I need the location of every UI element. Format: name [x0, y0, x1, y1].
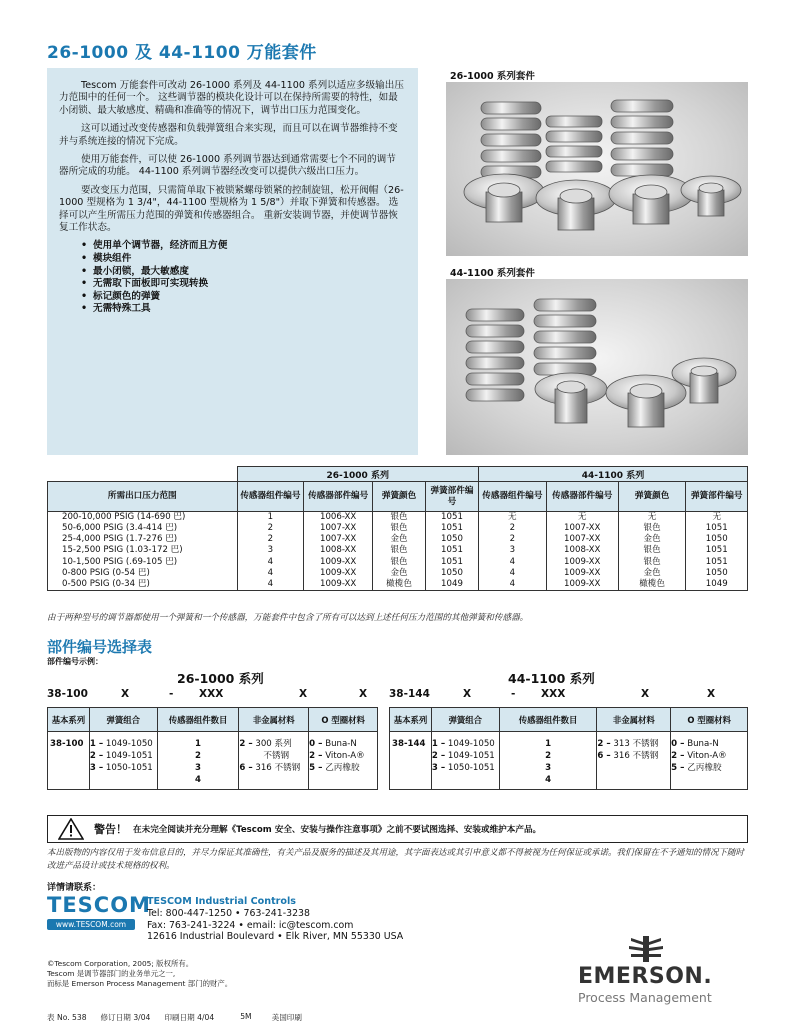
contact-tel: Tel: 800-447-1250 • 763-241-3238 — [147, 907, 310, 919]
series-26-selection-table — [47, 707, 378, 790]
series-26-title: 26-1000 系列 — [177, 671, 264, 686]
table-cell: 金色 — [373, 534, 426, 545]
emerson-name: EMERSON. — [578, 964, 713, 989]
table-row — [48, 557, 748, 568]
table-cell: 2 — [237, 534, 304, 545]
intro-paragraph-4: 要改变压力范围，只需简单取下被锁紧螺母锁紧的控制旋钮，松开阀帽（26-1000 型规格为 1 3/4"，44-1100 型规格为 1 5/8"）并取下弹簧和传感器。 选择可以产生所需压力范围的弹簧和传感器组合。 重新安装调节器，并使调节器恢复工作状态。 — [59, 184, 404, 234]
sel-header: 弹簧组合 — [431, 708, 499, 732]
table-cell: 1009-XX — [304, 557, 373, 568]
springs-sensors-image — [446, 279, 748, 455]
code-part: X — [299, 688, 308, 700]
code-part: X — [463, 688, 472, 700]
emerson-emblem-icon — [626, 934, 666, 964]
table-cell: 3 — [237, 545, 304, 556]
col-header-spring-part: 弹簧部件编号 — [426, 482, 479, 512]
table-cell: 1049 — [426, 579, 479, 591]
table-cell: 1007-XX — [546, 534, 618, 545]
code-part: XXX — [199, 688, 224, 700]
col-header-sensor-kit: 传感器组件编号 — [478, 482, 546, 512]
sel-header: 非金属材料 — [597, 708, 671, 732]
table-cell: 银色 — [618, 545, 686, 556]
code-part: XXX — [541, 688, 566, 700]
table-cell: 银色 — [373, 512, 426, 524]
sensor-options: 1 2 3 4 — [499, 732, 597, 790]
table-cell: 4 — [237, 568, 304, 579]
code-part: - — [169, 688, 174, 700]
nonmetal-options: 2 – 300 系列 不锈钢 6 – 316 不锈钢 — [239, 732, 309, 790]
table-cell: 4 — [478, 557, 546, 568]
col-header-spring-part: 弹簧部件编号 — [686, 482, 748, 512]
pressure-range-cell: 25-4,000 PSIG (1.7-276 巴) — [48, 534, 238, 545]
series-44-code — [389, 688, 727, 700]
spring-options: 1 – 1049-1050 2 – 1049-1051 3 – 1050-1051 — [431, 732, 499, 790]
printed-date: 印刷日期 4/04 — [164, 1013, 215, 1022]
col-header-sensor-part: 传感器部件编号 — [304, 482, 373, 512]
tescom-url-link[interactable]: www.TESCOM.com — [47, 919, 135, 930]
feature-item: • 最小闭锁，最大敏感度 — [81, 266, 404, 279]
table-cell: 银色 — [373, 545, 426, 556]
col-header-range: 所需出口压力范围 — [48, 482, 238, 512]
table-row — [48, 568, 748, 579]
company-name: TESCOM Industrial Controls — [147, 896, 296, 907]
base-series-value: 38-100 — [48, 732, 90, 790]
col-header-spring-color: 弹簧颜色 — [618, 482, 686, 512]
table-cell: 4 — [237, 579, 304, 591]
tescom-logo-word: TESCOM — [47, 893, 151, 917]
table-cell: 1009-XX — [546, 579, 618, 591]
table-cell: 1007-XX — [304, 534, 373, 545]
warning-word: 警告！ — [94, 823, 127, 836]
intro-paragraph-3: 使用万能套件，可以使 26-1000 系列调节器达到通常需要七个不同的调节器所完成的功能。 44-1100 系列调节器经改变可以提供六级出口压力。 — [59, 154, 396, 178]
base-series-value: 38-144 — [390, 732, 432, 790]
table-cell: 1007-XX — [304, 523, 373, 534]
table-cell: 无 — [546, 512, 618, 524]
intro-paragraph-1: Tescom 万能套件可改动 26-1000 系列及 44-1100 系列以适应多级输出压力范围中的任何一个。 这些调节器的模块化设计可以在保持所需要的特性，如最小闭锁、最大敏感度、精确和准确等的情况下，调节出口压力范围变化。 — [59, 80, 404, 116]
warning-triangle-icon — [58, 818, 84, 840]
oring-options: 0 – Buna-N 2 – Viton-A® 5 – 乙丙橡胶 — [309, 732, 378, 790]
table-cell: 1050 — [426, 568, 479, 579]
table-cell: 1 — [237, 512, 304, 524]
table-cell: 2 — [478, 534, 546, 545]
table-cell: 1050 — [686, 534, 748, 545]
table-cell: 2 — [478, 523, 546, 534]
revised-date: 修订日期 3/04 — [100, 1013, 151, 1022]
series-44-selection-table — [389, 707, 748, 790]
table-cell: 4 — [478, 579, 546, 591]
feature-list — [81, 240, 404, 316]
group-header-26: 26-1000 系列 — [237, 467, 478, 482]
table-cell: 2 — [237, 523, 304, 534]
series-44-title: 44-1100 系列 — [508, 671, 595, 686]
tescom-logo — [47, 893, 151, 930]
spring-options: 1 – 1049-1050 2 – 1049-1051 3 – 1050-1051 — [89, 732, 157, 790]
pressure-range-cell: 0-800 PSIG (0-54 巴) — [48, 568, 238, 579]
series-26-code — [47, 688, 379, 700]
table-row — [48, 534, 748, 545]
table-cell: 1007-XX — [546, 523, 618, 534]
kit-44-label: 44-1100 系列套件 — [450, 268, 535, 279]
table-cell: 1051 — [426, 557, 479, 568]
copyright-line: 而标是 Emerson Process Management 部门的财产。 — [47, 979, 233, 988]
table-cell: 金色 — [618, 534, 686, 545]
kit-26-label: 26-1000 系列套件 — [450, 71, 535, 82]
table-cell: 4 — [237, 557, 304, 568]
copyright-block — [47, 959, 232, 989]
table-cell: 无 — [478, 512, 546, 524]
sel-header: 传感器组件数目 — [499, 708, 597, 732]
table-cell: 4 — [478, 568, 546, 579]
table-cell: 1009-XX — [546, 557, 618, 568]
contact-block — [147, 896, 403, 943]
table-cell: 1050 — [426, 534, 479, 545]
table-cell: 1009-XX — [304, 568, 373, 579]
feature-item: • 无需特殊工具 — [81, 303, 404, 316]
table-cell: 1009-XX — [546, 568, 618, 579]
pressure-range-cell: 50-6,000 PSIG (3.4-414 巴) — [48, 523, 238, 534]
table-row — [48, 512, 748, 524]
pressure-range-cell: 200-10,000 PSIG (14-690 巴) — [48, 512, 238, 524]
table-cell: 1051 — [426, 512, 479, 524]
table-cell: 3 — [478, 545, 546, 556]
warning-box — [47, 815, 748, 843]
kit-26-photo — [446, 82, 748, 256]
code-part: 38-100 — [47, 688, 88, 700]
sel-header: O 型圈材料 — [671, 708, 748, 732]
table-cell: 1051 — [686, 523, 748, 534]
table-cell: 无 — [686, 512, 748, 524]
page-title: 26-1000 及 44-1100 万能套件 — [47, 43, 317, 63]
sel-header: 非金属材料 — [239, 708, 309, 732]
table-cell: 1008-XX — [304, 545, 373, 556]
group-header-44: 44-1100 系列 — [478, 467, 747, 482]
emerson-division: Process Management — [578, 990, 712, 1005]
print-country: 美国印刷 — [271, 1013, 302, 1022]
feature-item: • 使用单个调节器，经济而且方便 — [81, 240, 404, 253]
feature-item: • 模块组件 — [81, 253, 404, 266]
table-corner — [48, 467, 238, 482]
col-header-sensor-kit: 传感器组件编号 — [237, 482, 304, 512]
table-cell: 金色 — [618, 568, 686, 579]
contact-fax-email[interactable]: Fax: 763-241-3224 • email: ic@tescom.com — [147, 919, 354, 931]
table-row — [48, 545, 748, 556]
pressure-range-cell: 10-1,500 PSIG (.69-105 巴) — [48, 557, 238, 568]
table-cell: 1051 — [426, 545, 479, 556]
table-row — [48, 579, 748, 591]
table-cell: 1009-XX — [304, 579, 373, 591]
col-header-sensor-part: 传感器部件编号 — [546, 482, 618, 512]
pressure-range-cell: 0-500 PSIG (0-34 巴) — [48, 579, 238, 591]
table-note: 由于两种型号的调节器都使用一个弹簧和一个传感器，万能套件中包含了所有可以达到上述任何压力范围的其他弹簧和传感器。 — [47, 613, 529, 623]
table-cell: 1051 — [686, 557, 748, 568]
sel-header: 基本系列 — [48, 708, 90, 732]
springs-sensors-image — [446, 82, 748, 256]
code-part: 38-144 — [389, 688, 430, 700]
table-cell: 金色 — [373, 568, 426, 579]
feature-item: • 无需取下面板即可实现转换 — [81, 278, 404, 291]
intro-paragraph-2: 这可以通过改变传感器和负载弹簧组合来实现，而且可以在调节器维持不变并与系统连接的情况下完成。 — [59, 123, 398, 147]
feature-item: • 标记颜色的弹簧 — [81, 291, 404, 304]
sel-header: O 型圈材料 — [309, 708, 378, 732]
table-cell: 银色 — [618, 557, 686, 568]
pressure-range-table — [47, 466, 748, 591]
pressure-range-cell: 15-2,500 PSIG (1.03-172 巴) — [48, 545, 238, 556]
print-quantity: 5M — [240, 1012, 252, 1021]
disclaimer: 本出版物的内容仅用于发布信息目的，并尽力保证其准确性，有关产品及服务的描述及其用途，其字面表达或其引申意义都不得被视为任何保证或承诺。我们保留在不予通知的情况下随时改进产品设计或技术规格的权利。 — [47, 848, 745, 871]
selection-subtitle: 部件编号示例： — [47, 657, 103, 666]
table-cell: 无 — [618, 512, 686, 524]
table-cell: 1050 — [686, 568, 748, 579]
table-cell: 1051 — [686, 545, 748, 556]
contact-address: 12616 Industrial Boulevard • Elk River, MN 55330 USA — [147, 931, 404, 943]
code-part: - — [511, 688, 516, 700]
table-row — [48, 523, 748, 534]
contact-label: 详情请联系： — [47, 883, 102, 893]
pressure-range-rows — [48, 512, 748, 591]
kit-44-photo — [446, 279, 748, 455]
sensor-options: 1 2 3 4 — [157, 732, 239, 790]
code-part: X — [359, 688, 368, 700]
table-cell: 橄榄色 — [373, 579, 426, 591]
warning-text: 在未完全阅读并充分理解《Tescom 安全、安装与操作注意事项》之前不要试图选择、安装或维护本产品。 — [133, 825, 542, 835]
form-info — [47, 1012, 302, 1023]
table-cell: 1049 — [686, 579, 748, 591]
code-part: X — [707, 688, 716, 700]
oring-options: 0 – Buna-N 2 – Viton-A® 5 – 乙丙橡胶 — [671, 732, 748, 790]
table-cell: 1008-XX — [546, 545, 618, 556]
table-cell: 银色 — [373, 523, 426, 534]
table-cell: 1006-XX — [304, 512, 373, 524]
code-part: X — [641, 688, 650, 700]
table-cell: 橄榄色 — [618, 579, 686, 591]
selection-title: 部件编号选择表 — [47, 638, 153, 656]
copyright-line: Tescom 是调节器部门的业务单元之一, — [47, 969, 176, 978]
form-number: 表 No. 538 — [47, 1013, 87, 1022]
nonmetal-options: 2 – 313 不锈钢 6 – 316 不锈钢 — [597, 732, 671, 790]
table-cell: 银色 — [618, 523, 686, 534]
col-header-spring-color: 弹簧颜色 — [373, 482, 426, 512]
sel-header: 弹簧组合 — [89, 708, 157, 732]
table-cell: 银色 — [373, 557, 426, 568]
copyright-line: ©Tescom Corporation, 2005; 版权所有。 — [47, 959, 194, 968]
table-cell: 1051 — [426, 523, 479, 534]
code-part: X — [121, 688, 130, 700]
intro-box — [47, 68, 418, 455]
sel-header: 基本系列 — [390, 708, 432, 732]
sel-header: 传感器组件数目 — [157, 708, 239, 732]
